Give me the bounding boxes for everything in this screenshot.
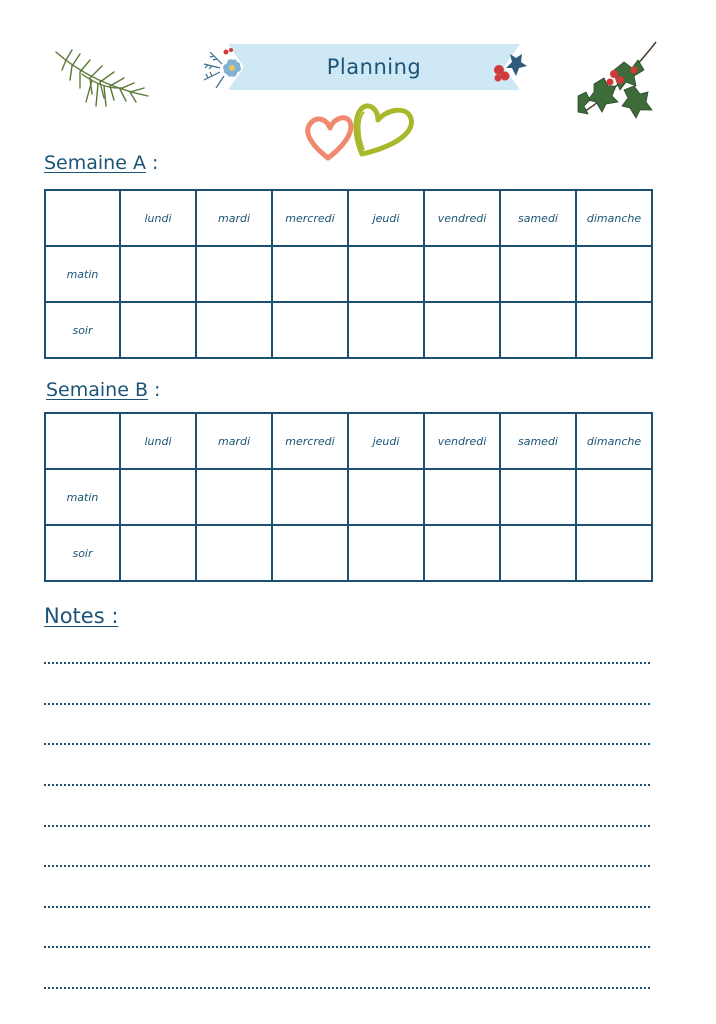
- day-header: vendredi: [424, 413, 500, 469]
- table-cell[interactable]: [272, 302, 348, 358]
- note-line[interactable]: [44, 906, 650, 908]
- week-a-table: [44, 189, 653, 359]
- table-cell[interactable]: [348, 525, 424, 581]
- holly-icon: [490, 50, 530, 84]
- flower-icon: [200, 46, 248, 90]
- note-line[interactable]: [44, 703, 650, 705]
- table-cell[interactable]: [120, 469, 196, 525]
- row-header: soir: [45, 302, 120, 358]
- table-cell[interactable]: [424, 525, 500, 581]
- table-cell[interactable]: [196, 469, 272, 525]
- notes-label: Notes :: [44, 604, 119, 628]
- day-header: samedi: [500, 190, 576, 246]
- table-header-row: [45, 190, 652, 246]
- page-title: Planning: [326, 55, 422, 79]
- day-header: samedi: [500, 413, 576, 469]
- table-cell[interactable]: [576, 469, 652, 525]
- note-line[interactable]: [44, 825, 650, 827]
- week-a-colon: :: [152, 152, 159, 174]
- day-header: lundi: [120, 190, 196, 246]
- hearts-icon: [304, 100, 420, 166]
- table-corner-cell: [45, 413, 120, 469]
- table-cell[interactable]: [500, 525, 576, 581]
- table-row: [45, 302, 652, 358]
- table-cell[interactable]: [120, 525, 196, 581]
- note-line[interactable]: [44, 987, 650, 989]
- table-cell[interactable]: [272, 525, 348, 581]
- day-header: dimanche: [576, 190, 652, 246]
- week-b-title: [46, 379, 160, 401]
- day-header: lundi: [120, 413, 196, 469]
- table-cell[interactable]: [120, 302, 196, 358]
- row-header: matin: [45, 246, 120, 302]
- table-cell[interactable]: [576, 302, 652, 358]
- row-header: soir: [45, 525, 120, 581]
- week-b-label: Semaine B: [46, 379, 148, 401]
- table-row: [45, 246, 652, 302]
- table-cell[interactable]: [196, 525, 272, 581]
- table-cell[interactable]: [120, 246, 196, 302]
- table-cell[interactable]: [424, 469, 500, 525]
- day-header: mardi: [196, 413, 272, 469]
- row-header: matin: [45, 469, 120, 525]
- table-row: [45, 525, 652, 581]
- table-header-row: [45, 413, 652, 469]
- table-cell[interactable]: [576, 246, 652, 302]
- table-cell[interactable]: [424, 246, 500, 302]
- day-header: vendredi: [424, 190, 500, 246]
- day-header: mercredi: [272, 190, 348, 246]
- day-header: dimanche: [576, 413, 652, 469]
- table-cell[interactable]: [196, 302, 272, 358]
- week-b-table: [44, 412, 653, 582]
- note-line[interactable]: [44, 865, 650, 867]
- table-cell[interactable]: [272, 469, 348, 525]
- table-cell[interactable]: [196, 246, 272, 302]
- note-line[interactable]: [44, 784, 650, 786]
- table-cell[interactable]: [348, 469, 424, 525]
- holly-branch-icon: [574, 40, 660, 120]
- table-cell[interactable]: [424, 302, 500, 358]
- week-b-colon: :: [154, 379, 161, 401]
- note-line[interactable]: [44, 946, 650, 948]
- table-row: [45, 469, 652, 525]
- week-a-title: [44, 152, 158, 174]
- day-header: mardi: [196, 190, 272, 246]
- note-line[interactable]: [44, 743, 650, 745]
- table-cell[interactable]: [500, 302, 576, 358]
- day-header: mercredi: [272, 413, 348, 469]
- table-cell[interactable]: [500, 246, 576, 302]
- notes-title: [44, 604, 118, 628]
- table-cell[interactable]: [576, 525, 652, 581]
- week-a-label: Semaine A: [44, 152, 146, 174]
- table-cell[interactable]: [348, 246, 424, 302]
- day-header: jeudi: [348, 413, 424, 469]
- pine-branch-icon: [52, 44, 152, 114]
- table-cell[interactable]: [348, 302, 424, 358]
- table-cell[interactable]: [272, 246, 348, 302]
- table-cell[interactable]: [500, 469, 576, 525]
- note-line[interactable]: [44, 662, 650, 664]
- table-corner-cell: [45, 190, 120, 246]
- day-header: jeudi: [348, 190, 424, 246]
